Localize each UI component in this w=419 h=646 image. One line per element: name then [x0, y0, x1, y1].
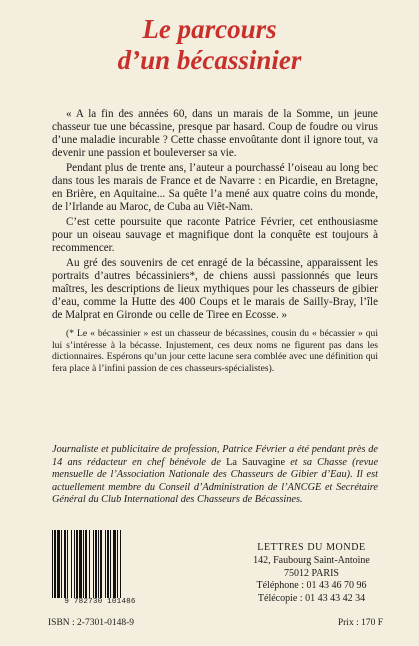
publisher-phone: Téléphone : 01 43 46 70 96	[256, 580, 367, 592]
publisher-block	[244, 542, 379, 606]
barcode-bar	[79, 530, 82, 598]
barcode-bar	[100, 530, 102, 598]
isbn: ISBN : 2-7301-0148-9	[48, 618, 135, 628]
barcode-bar	[117, 530, 118, 598]
barcode-bar	[113, 530, 116, 598]
barcode-bar	[98, 530, 99, 598]
author-bio	[52, 444, 378, 507]
bio-magazine: La Sauvagine	[226, 456, 286, 468]
publisher-fax: Télécopie : 01 43 43 42 34	[257, 593, 366, 605]
barcode-bar	[107, 530, 109, 598]
publisher-name: LETTRES DU MONDE	[257, 542, 366, 553]
blurb-paragraph-2: Pendant plus de trente ans, l’auteur a pourchassé l’oiseau au long bec dans tous les marais de France et de Navarre : en Picardie, en Bretagne, en Brière, en Aquitaine... Sa quête l’a mené aux quatre coins du monde, de l’Irlande au Maroc, de Cuba au Viêt-Nam.	[52, 162, 378, 213]
barcode-bar	[52, 530, 53, 598]
footnote	[52, 328, 378, 374]
blurb-paragraph-4: Au gré des souvenirs de cet enragé de la bécassine, apparaissent les portraits d’autres bécassiniers*, de chiens aussi passionnés que leurs maîtres, les descriptions de lieux mythiques pour les chasseurs de gibier d’eau, comme la Hutte des 400 Coups et le marais de Sailly-Bray, l’île de Malprat en Gironde ou celle de Tiree en Ecosse. »	[52, 257, 378, 321]
barcode-bar	[85, 530, 87, 598]
publisher-address-1: 142, Faubourg Saint-Antoine	[253, 554, 370, 566]
blurb-paragraph-1: « A la fin des années 60, dans un marais de la Somme, un jeune chasseur tue une bécassine, presque par hasard. Coup de foudre ou virus d’une maladie incurable ? Cette chasse envoûtante dont il ignore tout, va devenir une passion et bouleverser sa vie.	[52, 108, 378, 159]
back-cover-blurb	[52, 108, 378, 374]
bio-text-1: Journaliste et publicitaire de profession, Patrice Février a été pendant près de 14 ans rédacteur en chef bénévole de	[52, 444, 378, 468]
barcode-bar	[67, 530, 68, 598]
title-line-1: Le parcours	[142, 14, 277, 44]
barcode-bar	[95, 530, 97, 598]
barcode-bar	[54, 530, 56, 598]
barcode-bar	[74, 530, 75, 598]
publisher-address-2: 75012 PARIS	[284, 567, 339, 579]
barcode-bar	[64, 530, 66, 598]
barcode-digits: 9 782730 101486	[48, 598, 152, 606]
barcode-bar	[57, 530, 60, 598]
barcode-bar	[83, 530, 84, 598]
barcode-bar	[105, 530, 106, 598]
barcode-bar	[120, 530, 121, 598]
barcode-bar	[71, 530, 72, 598]
bio-text-2: et sa Chasse (revue mensuelle de l’Association Nationale des Chasseurs de Gibier d’Eau). Il est actuellement membre du Conseil d’Administration de l’ANCGE et Secrétaire Général du Club International des Chasseurs de Bécassines.	[52, 456, 379, 506]
price: Prix : 170 F	[337, 618, 383, 628]
barcode-bar	[76, 530, 78, 598]
barcode-bar	[93, 530, 94, 598]
book-title	[0, 14, 419, 76]
barcode-graphic	[48, 530, 152, 598]
title-line-2: d’un bécassinier	[117, 45, 302, 75]
barcode-bar	[110, 530, 111, 598]
barcode-bar	[89, 530, 90, 598]
blurb-paragraph-3: C’est cette poursuite que raconte Patrice Février, cet enthousiasme pour un oiseau sauvage et magnifique dont la conquête est toujours à recommencer.	[52, 216, 378, 254]
footnote-text: (* Le « bécassinier » est un chasseur de bécassines, cousin du « bécassier » qui lui s’intéresse à la bécasse. Injustement, ces deux noms ne figurent pas dans les dictionnaires. Espérons qu’un jour cette lacune sera comblée avec une définition qui fera place à l’infini passion de ces chasseurs-spécialistes).	[52, 328, 378, 374]
barcode-bar	[61, 530, 62, 598]
